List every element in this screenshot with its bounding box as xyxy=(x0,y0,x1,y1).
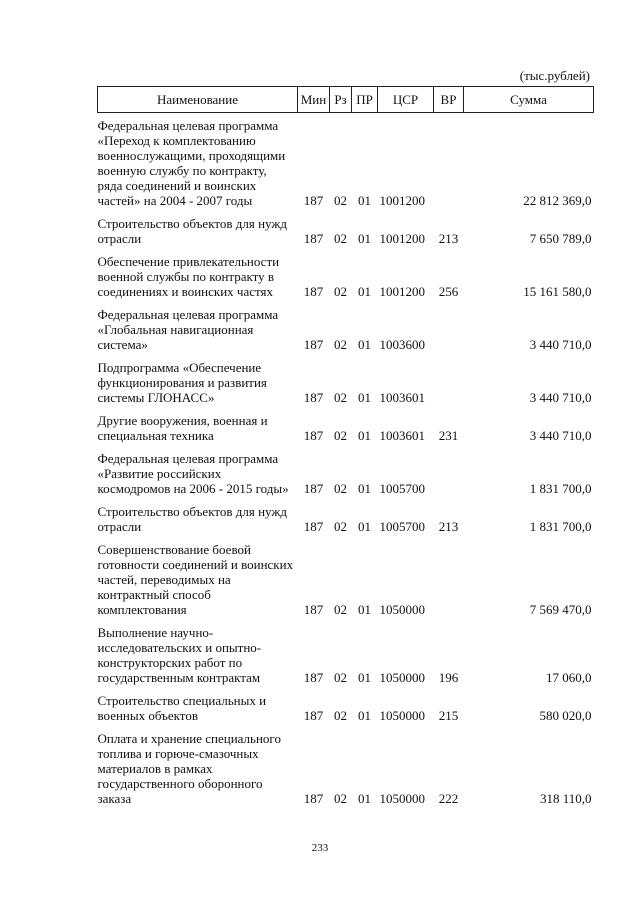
cell-vr xyxy=(434,537,464,620)
page-number: 233 xyxy=(311,842,329,854)
cell-csr: 1003601 xyxy=(379,390,425,405)
cell-sum: 17 060,0 xyxy=(546,670,592,685)
cell-rz: 02 xyxy=(334,481,347,496)
cell-vr: 196 xyxy=(438,670,459,685)
cell-min: 187 xyxy=(303,193,324,208)
header-sum: Сумма xyxy=(464,87,594,113)
cell-rz: 02 xyxy=(334,193,347,208)
cell-name: Оплата и хранение специального топлива и горюче-смазочных материалов в рамках государственного оборонного заказа xyxy=(97,731,281,806)
table-row xyxy=(98,537,594,620)
table-row xyxy=(98,726,594,809)
cell-rz: 02 xyxy=(334,708,347,723)
cell-vr xyxy=(434,355,464,408)
cell-name: Федеральная целевая программа «Развитие российских космодромов на 2006 - 2015 годы» xyxy=(97,451,289,496)
cell-min: 187 xyxy=(303,284,324,299)
cell-csr: 1001200 xyxy=(379,231,425,246)
cell-rz: 02 xyxy=(334,284,347,299)
cell-name: Выполнение научно-исследовательских и опытно-конструкторских работ по государственным контрактам xyxy=(97,625,262,685)
table-row xyxy=(98,355,594,408)
cell-name: Строительство специальных и военных объектов xyxy=(97,693,267,723)
table-header-row xyxy=(98,87,594,113)
cell-min: 187 xyxy=(303,602,324,617)
table-row xyxy=(98,688,594,726)
cell-name: Федеральная целевая программа «Переход к комплектованию военнослужащими, проходящими военную службу по контракту, ряда соединений и воинских частей» на 2004 - 2007 годы xyxy=(97,118,286,208)
cell-vr: 213 xyxy=(438,519,459,534)
cell-pr: 01 xyxy=(358,481,371,496)
cell-pr: 01 xyxy=(358,231,371,246)
cell-pr: 01 xyxy=(358,428,371,443)
cell-csr: 1050000 xyxy=(379,708,425,723)
cell-pr: 01 xyxy=(358,602,371,617)
cell-sum: 1 831 700,0 xyxy=(529,481,592,496)
cell-csr: 1050000 xyxy=(379,670,425,685)
header-vr: ВР xyxy=(434,87,464,113)
cell-vr: 213 xyxy=(438,231,459,246)
header-rz: Рз xyxy=(330,87,352,113)
cell-sum: 7 650 789,0 xyxy=(529,231,592,246)
cell-name: Федеральная целевая программа «Глобальная навигационная система» xyxy=(97,307,279,352)
cell-vr: 222 xyxy=(438,791,459,806)
cell-csr: 1003600 xyxy=(379,337,425,352)
cell-rz: 02 xyxy=(334,791,347,806)
cell-pr: 01 xyxy=(358,708,371,723)
cell-rz: 02 xyxy=(334,519,347,534)
cell-vr xyxy=(434,302,464,355)
cell-name: Обеспечение привлекательности военной службы по контракту в соединениях и воинских частях xyxy=(97,254,280,299)
cell-sum: 580 020,0 xyxy=(539,708,592,723)
cell-pr: 01 xyxy=(358,337,371,352)
cell-pr: 01 xyxy=(358,670,371,685)
unit-label: (тыс.рублей) xyxy=(519,68,590,83)
cell-rz: 02 xyxy=(334,390,347,405)
cell-vr xyxy=(434,446,464,499)
cell-min: 187 xyxy=(303,337,324,352)
cell-rz: 02 xyxy=(334,428,347,443)
header-csr: ЦСР xyxy=(378,87,434,113)
cell-sum: 3 440 710,0 xyxy=(529,390,592,405)
table-row xyxy=(98,211,594,249)
table-row xyxy=(98,249,594,302)
cell-name: Совершенствование боевой готовности соединений и воинских частей, переводимых на контрактный способ комплектования xyxy=(97,542,294,617)
cell-pr: 01 xyxy=(358,791,371,806)
header-pr: ПР xyxy=(352,87,378,113)
cell-vr: 231 xyxy=(438,428,459,443)
table-row xyxy=(98,113,594,212)
header-min: Мин xyxy=(298,87,330,113)
cell-vr: 215 xyxy=(438,708,459,723)
cell-name: Подпрограмма «Обеспечение функционирования и развития системы ГЛОНАСС» xyxy=(97,360,267,405)
cell-pr: 01 xyxy=(358,519,371,534)
cell-csr: 1003601 xyxy=(379,428,425,443)
cell-pr: 01 xyxy=(358,193,371,208)
cell-pr: 01 xyxy=(358,284,371,299)
cell-csr: 1050000 xyxy=(379,602,425,617)
cell-csr: 1005700 xyxy=(379,481,425,496)
cell-rz: 02 xyxy=(334,337,347,352)
table-body xyxy=(98,113,594,810)
cell-name: Строительство объектов для нужд отрасли xyxy=(97,504,287,534)
cell-rz: 02 xyxy=(334,231,347,246)
cell-csr: 1001200 xyxy=(379,193,425,208)
cell-sum: 22 812 369,0 xyxy=(523,193,592,208)
cell-sum: 7 569 470,0 xyxy=(529,602,592,617)
table-row xyxy=(98,620,594,688)
cell-min: 187 xyxy=(303,428,324,443)
cell-csr: 1005700 xyxy=(379,519,425,534)
cell-sum: 3 440 710,0 xyxy=(529,337,592,352)
header-name: Наименование xyxy=(98,87,298,113)
cell-vr: 256 xyxy=(438,284,459,299)
cell-min: 187 xyxy=(303,390,324,405)
cell-sum: 3 440 710,0 xyxy=(529,428,592,443)
table-row xyxy=(98,499,594,537)
cell-min: 187 xyxy=(303,519,324,534)
cell-min: 187 xyxy=(303,670,324,685)
cell-rz: 02 xyxy=(334,670,347,685)
cell-rz: 02 xyxy=(334,602,347,617)
budget-table xyxy=(97,86,594,809)
cell-csr: 1050000 xyxy=(379,791,425,806)
cell-sum: 318 110,0 xyxy=(539,791,592,806)
cell-min: 187 xyxy=(303,481,324,496)
table-row xyxy=(98,302,594,355)
cell-sum: 1 831 700,0 xyxy=(529,519,592,534)
cell-name: Строительство объектов для нужд отрасли xyxy=(97,216,287,246)
table-row xyxy=(98,446,594,499)
cell-min: 187 xyxy=(303,231,324,246)
cell-sum: 15 161 580,0 xyxy=(523,284,592,299)
cell-pr: 01 xyxy=(358,390,371,405)
cell-min: 187 xyxy=(303,708,324,723)
cell-vr xyxy=(434,113,464,212)
cell-csr: 1001200 xyxy=(379,284,425,299)
cell-name: Другие вооружения, военная и специальная техника xyxy=(97,413,268,443)
table-row xyxy=(98,408,594,446)
cell-min: 187 xyxy=(303,791,324,806)
